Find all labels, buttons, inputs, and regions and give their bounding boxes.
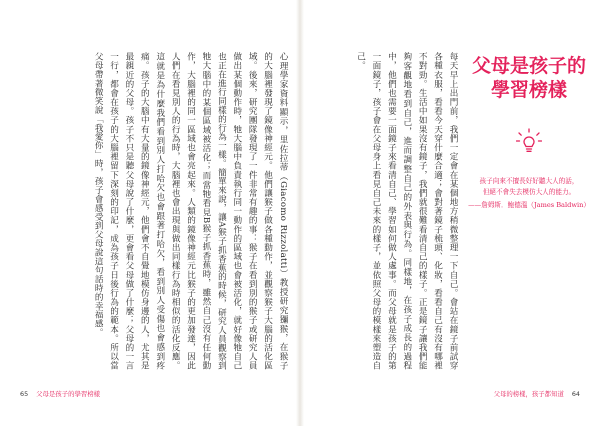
right-page-number: 64 bbox=[571, 390, 580, 398]
left-page-body: 心理學家資料顯示，里佐拉蒂（Giacomo Rizzolatti）教授研究獼猴，在猴子的大腦裡發現了鏡像神經元。他們讓猴子做各種動作，並觀察猴子大腦的活化區域。後來，研究團隊發現了一件非常有趣的事：猴子在看到別的猴子或研究人員做出某個動作時，牠大腦中負責執行同一動作的區域也會被活化，就好像牠自己也正在進行同樣的行為一樣。簡單來說，讓A猴子抓香蕉的時候，研究人員觀察到牠大腦中的某個區域被活化；而當牠看見B猴子抓香蕉時，雖然自己沒有任何動作，大腦裡的同一區域也會亮起來。人類的鏡像神經元比猴子的更加發達，因此人們在看見別人的行為時，大腦裡也會出現與做出同樣行為時相似的活化反應。這就是為什麼我們看到別人打哈欠也會跟著打哈欠，看到別人受傷也會感到疼痛。孩子的大腦中有大量的鏡像神經元，他們會不自覺地模仿身邊的人，尤其是最親近的父母。孩子不只是聽父母說了什麼，更會看父母做了什麼；父母的一言一行，都會在孩子的大腦裡留下深刻的印記，成為孩子日後行為的範本。所以當父母帶著微笑說「我愛你」時，孩子會感受到父母說這句話時的幸福感。 bbox=[93, 52, 288, 370]
chapter-title-line-2: 學習榜樣 bbox=[490, 79, 567, 101]
chapter-title bbox=[464, 54, 594, 102]
left-folio bbox=[20, 389, 100, 398]
right-page-body: 每天早上出門前，我們一定會在某個地方稍微整理一下自己。會站在鏡子前試穿各種衣服，看看今天穿什麼合適；會對著鏡子梳頭、化妝，看看自己有沒有哪裡不對勁。生活中如果沒有鏡子，我們就很難看清自己的樣子。正是鏡子讓我們能夠客觀地看到自己，進而調整自己的外表與行為。同樣地，在孩子成長的過程中，他們也需要一面鏡子來看清自己、學習如何做人處事。而父母就是孩子的第一面鏡子，孩子會在父母身上看見自己未來的樣子，並依照父母的模樣來塑造自己。 bbox=[355, 52, 458, 370]
chapter-title-line-1: 父母是孩子的 bbox=[471, 55, 586, 77]
right-running-head: 父母的榜樣，孩子都知道 bbox=[493, 390, 564, 398]
lightbulb-icon bbox=[516, 128, 542, 154]
epigraph-line-2: 但絕不會失去模仿大人的能力。 bbox=[482, 188, 576, 196]
right-folio bbox=[494, 389, 580, 398]
right-page bbox=[302, 0, 600, 426]
epigraph bbox=[464, 176, 594, 211]
left-page-number: 65 bbox=[20, 390, 29, 398]
left-running-head: 父母是孩子的學習榜樣 bbox=[36, 390, 101, 398]
chapter-title-block bbox=[464, 54, 594, 211]
epigraph-author: ——詹姆斯．鮑德溫（James Baldwin） bbox=[468, 201, 590, 209]
epigraph-line-1: 孩子向來不擅長好好聽大人的話， bbox=[479, 177, 579, 185]
left-page bbox=[0, 0, 298, 426]
